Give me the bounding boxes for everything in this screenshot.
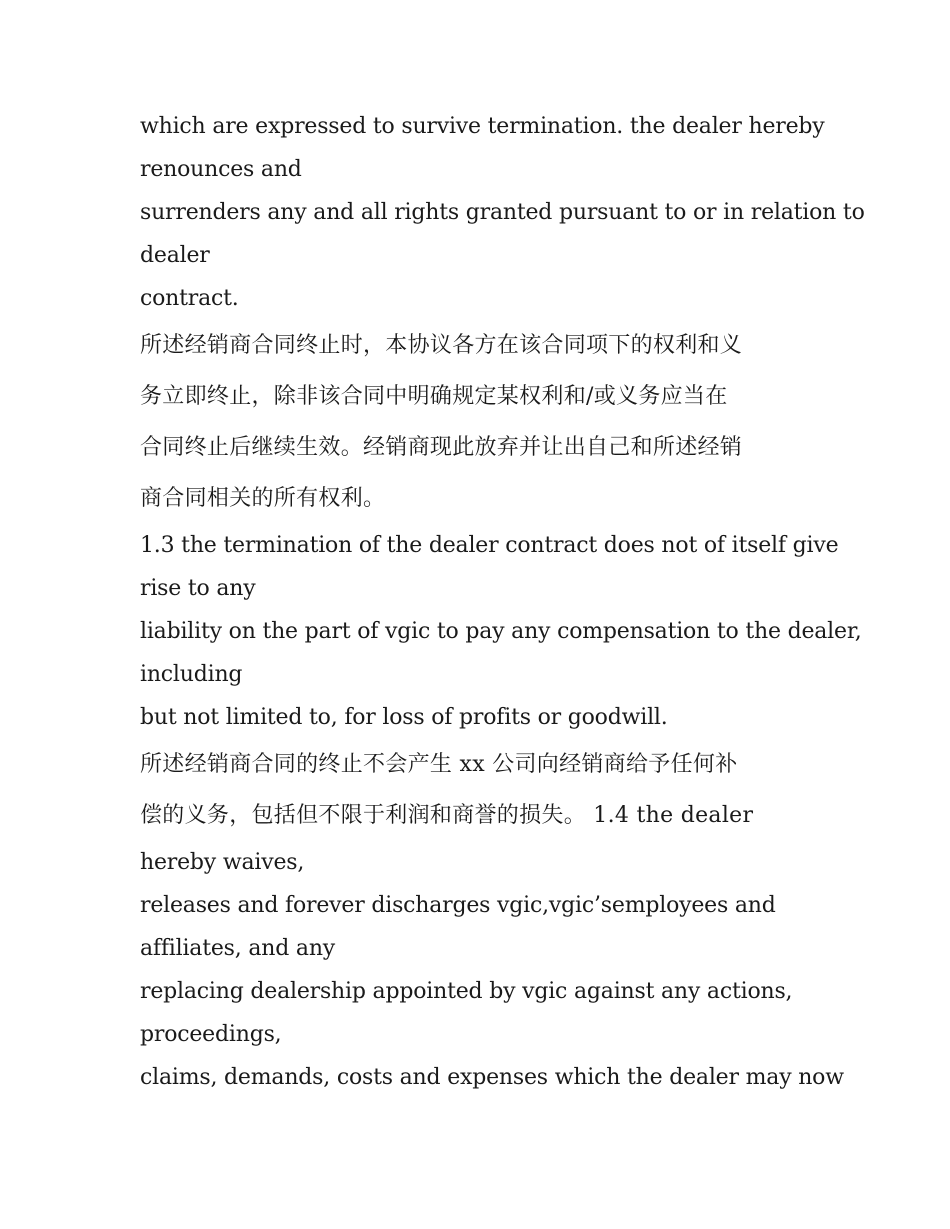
paragraph-termination-survival xyxy=(140,105,865,320)
text-line: surrenders any and all rights granted pursuant to or in relation to xyxy=(140,200,865,225)
text-line: liability on the part of vgic to pay any compensation to the dealer, xyxy=(140,619,862,644)
text-line: 合同终止后继续生效。经销商现此放弃并让出自己和所述经销 xyxy=(140,435,743,460)
text-line: replacing dealership appointed by vgic against any actions, xyxy=(140,979,793,1004)
text-line: rise to any xyxy=(140,576,256,601)
text-line: claims, demands, costs and expenses which the dealer may now xyxy=(140,1065,844,1090)
text-line: hereby waives, xyxy=(140,850,305,875)
text-line: 所述经销商合同的终止不会产生 xx 公司向经销商给予任何补 xyxy=(140,752,738,777)
text-line: proceedings, xyxy=(140,1022,282,1047)
text-line: including xyxy=(140,662,243,687)
text-line: renounces and xyxy=(140,157,302,182)
text-line: affiliates, and any xyxy=(140,936,336,961)
text-line: 偿的义务，包括但不限于利润和商誉的损失。 1.4 the dealer xyxy=(140,803,754,828)
text-line: 商合同相关的所有权利。 xyxy=(140,486,386,511)
text-line: which are expressed to survive termination. the dealer hereby xyxy=(140,114,825,139)
text-line: but not limited to, for loss of profits or goodwill. xyxy=(140,705,668,730)
text-line: dealer xyxy=(140,243,210,268)
paragraph-clause-1-3-zh xyxy=(140,739,820,841)
text-line: 1.3 the termination of the dealer contract does not of itself give xyxy=(140,533,839,558)
text-line: contract. xyxy=(140,286,239,311)
paragraph-clause-1-4 xyxy=(140,841,844,1099)
text-line: 所述经销商合同终止时，本协议各方在该合同项下的权利和义 xyxy=(140,333,743,358)
text-line: 务立即终止，除非该合同中明确规定某权利和/或义务应当在 xyxy=(140,384,728,409)
document-body xyxy=(140,105,865,1099)
paragraph-termination-survival-zh xyxy=(140,320,820,524)
paragraph-clause-1-3 xyxy=(140,524,862,739)
text-line: releases and forever discharges vgic,vgic’semployees and xyxy=(140,893,776,918)
